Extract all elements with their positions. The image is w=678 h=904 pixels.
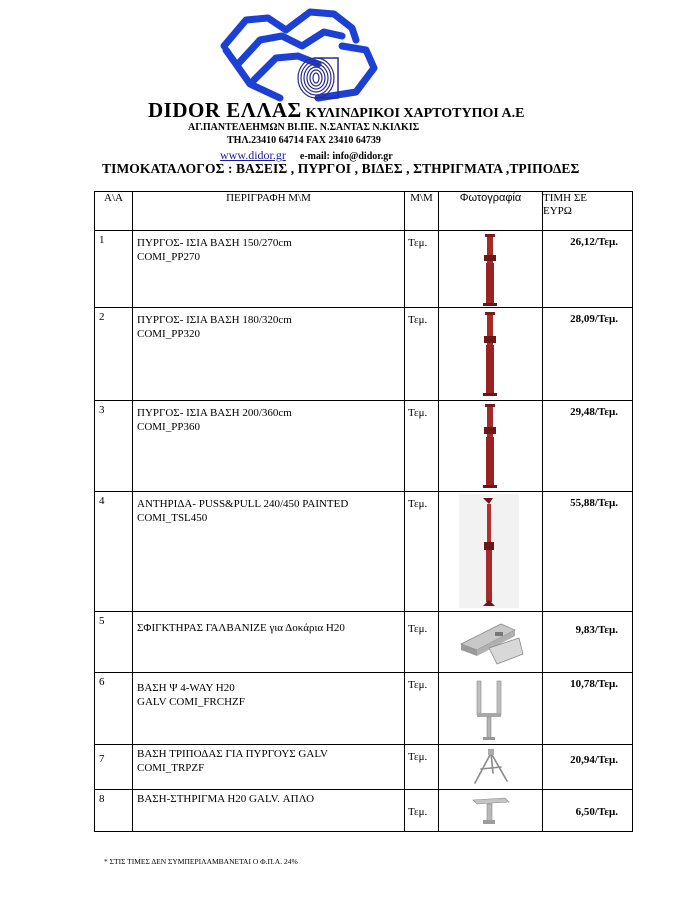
table-row (95, 231, 633, 308)
row-price: 28,09/Τεμ. (543, 308, 633, 401)
red-prop-icon (439, 401, 543, 492)
row-unit: Τεμ. (405, 790, 439, 832)
row-price: 26,12/Τεμ. (543, 231, 633, 308)
row-photo (439, 492, 543, 612)
header-unit: Μ\Μ (405, 192, 439, 231)
row-desc-line1: ΠΥΡΓΟΣ- ΙΣΙΑ ΒΑΣΗ 180/320cm (137, 314, 292, 326)
fork-head-icon (439, 673, 543, 745)
row-photo (439, 231, 543, 308)
email-text: e-mail: info@didor.gr (299, 151, 393, 162)
row-price: 20,94/Τεμ. (543, 745, 633, 790)
row-desc-line2: COMI_PP270 (137, 251, 200, 263)
row-desc-line2: COMI_TRPZF (137, 762, 205, 774)
row-photo (439, 673, 543, 745)
row-number: 1 (95, 231, 133, 308)
row-number: 4 (95, 492, 133, 612)
row-desc-line1: ΣΦΙΓΚΤΗΡΑΣ ΓΑΛΒΑΝΙΖΕ για Δοκάρια Η20 (137, 622, 345, 634)
row-description (133, 231, 405, 308)
company-address: ΑΓ.ΠΑΝΤΕΛΕΗΜΩΝ ΒΙ.ΠΕ. Ν.ΣΑΝΤΑΣ Ν.ΚΙΛΚΙΣ (188, 122, 420, 133)
row-price: 6,50/Τεμ. (543, 790, 633, 832)
row-photo (439, 745, 543, 790)
row-description (133, 745, 405, 790)
row-unit: Τεμ. (405, 231, 439, 308)
row-photo (439, 308, 543, 401)
row-description (133, 401, 405, 492)
row-description (133, 492, 405, 612)
row-description (133, 612, 405, 673)
table-row (95, 492, 633, 612)
row-desc-line2: COMI_TSL450 (137, 512, 208, 524)
row-number: 2 (95, 308, 133, 401)
website-link[interactable]: www.didor.gr (220, 148, 286, 162)
row-price: 29,48/Τεμ. (543, 401, 633, 492)
row-desc-line1: ΒΑΣΗ-ΣΤΗΡΙΓΜΑ Η20 GALV. ΑΠΛΟ (137, 793, 315, 805)
row-unit: Τεμ. (405, 401, 439, 492)
vat-footnote: * ΣΤΙΣ ΤΙΜΕΣ ΔΕΝ ΣΥΜΠΕΡΙΛΑΜΒΑΝΕΤΑΙ Ο Φ.Π.Α. 24% (104, 857, 298, 866)
row-desc-line1: ΠΥΡΓΟΣ- ΙΣΙΑ ΒΑΣΗ 150/270cm (137, 237, 292, 249)
row-unit: Τεμ. (405, 612, 439, 673)
row-desc-line2: COMI_PP320 (137, 328, 200, 340)
price-table (94, 191, 633, 832)
row-desc-line1: ΒΑΣΗ ΤΡΙΠΟΔΑΣ ΓΙΑ ΠΥΡΓΟΥΣ GALV (137, 748, 328, 760)
table-header-row (95, 192, 633, 231)
row-photo (439, 790, 543, 832)
document-title: ΤΙΜΟΚΑΤΑΛΟΓΟΣ : ΒΑΣΕΙΣ , ΠΥΡΓΟΙ , ΒΙΔΕΣ , ΣΤΗΡΙΓΜΑΤΑ ,ΤΡΙΠΟΔΕΣ (102, 161, 580, 176)
header-price-line1: ΤΙΜΗ ΣΕ (543, 192, 587, 204)
row-number: 3 (95, 401, 133, 492)
h20-support-icon (439, 790, 543, 832)
header-aa: Α\Α (95, 192, 133, 231)
row-description (133, 790, 405, 832)
row-unit: Τεμ. (405, 308, 439, 401)
row-desc-line2: COMI_PP360 (137, 421, 200, 433)
row-unit: Τεμ. (405, 745, 439, 790)
row-number: 5 (95, 612, 133, 673)
header-photo: Φωτογραφία (439, 192, 543, 231)
row-price: 55,88/Τεμ. (543, 492, 633, 612)
row-description (133, 673, 405, 745)
company-subtitle: ΚΥΛΙΝΔΡΙΚΟΙ ΧΑΡΤΟΤΥΠΟΙ Α.Ε (305, 106, 525, 121)
tripod-icon (439, 745, 543, 790)
row-desc-line1: ΠΥΡΓΟΣ- ΙΣΙΑ ΒΑΣΗ 200/360cm (137, 407, 292, 419)
red-prop-icon (439, 231, 543, 308)
row-desc-line1: ΑΝΤΗΡΙΔΑ- PUSS&PULL 240/450 PAINTED (137, 498, 349, 510)
table-row (95, 401, 633, 492)
table-row (95, 745, 633, 790)
company-tel-fax: ΤΗΛ.23410 64714 FAX 23410 64739 (227, 135, 381, 146)
row-price: 9,83/Τεμ. (543, 612, 633, 673)
table-row (95, 790, 633, 832)
row-number: 7 (95, 745, 133, 790)
row-desc-line1: ΒΑΣΗ Ψ 4-WAY H20 (137, 682, 235, 694)
row-number: 8 (95, 790, 133, 832)
header-price-line2: ΕΥΡΩ (543, 205, 572, 217)
beam-clamp-icon (439, 612, 543, 673)
company-brand: DIDOR ΕΛΛΑΣ (148, 98, 302, 122)
red-prop-icon (439, 308, 543, 401)
company-header (148, 98, 525, 123)
row-unit: Τεμ. (405, 492, 439, 612)
row-number: 6 (95, 673, 133, 745)
hand-cylinder-logo-icon (206, 6, 382, 104)
table-row (95, 673, 633, 745)
row-unit: Τεμ. (405, 673, 439, 745)
header-price (543, 192, 633, 231)
row-price: 10,78/Τεμ. (543, 673, 633, 745)
row-desc-line2: GALV COMI_FRCHZF (137, 696, 245, 708)
header-description: ΠΕΡΙΓΡΑΦΗ Μ\Μ (133, 192, 405, 231)
row-photo (439, 612, 543, 673)
row-photo (439, 401, 543, 492)
row-description (133, 308, 405, 401)
push-pull-prop-icon (439, 492, 543, 612)
table-row (95, 308, 633, 401)
table-row (95, 612, 633, 673)
